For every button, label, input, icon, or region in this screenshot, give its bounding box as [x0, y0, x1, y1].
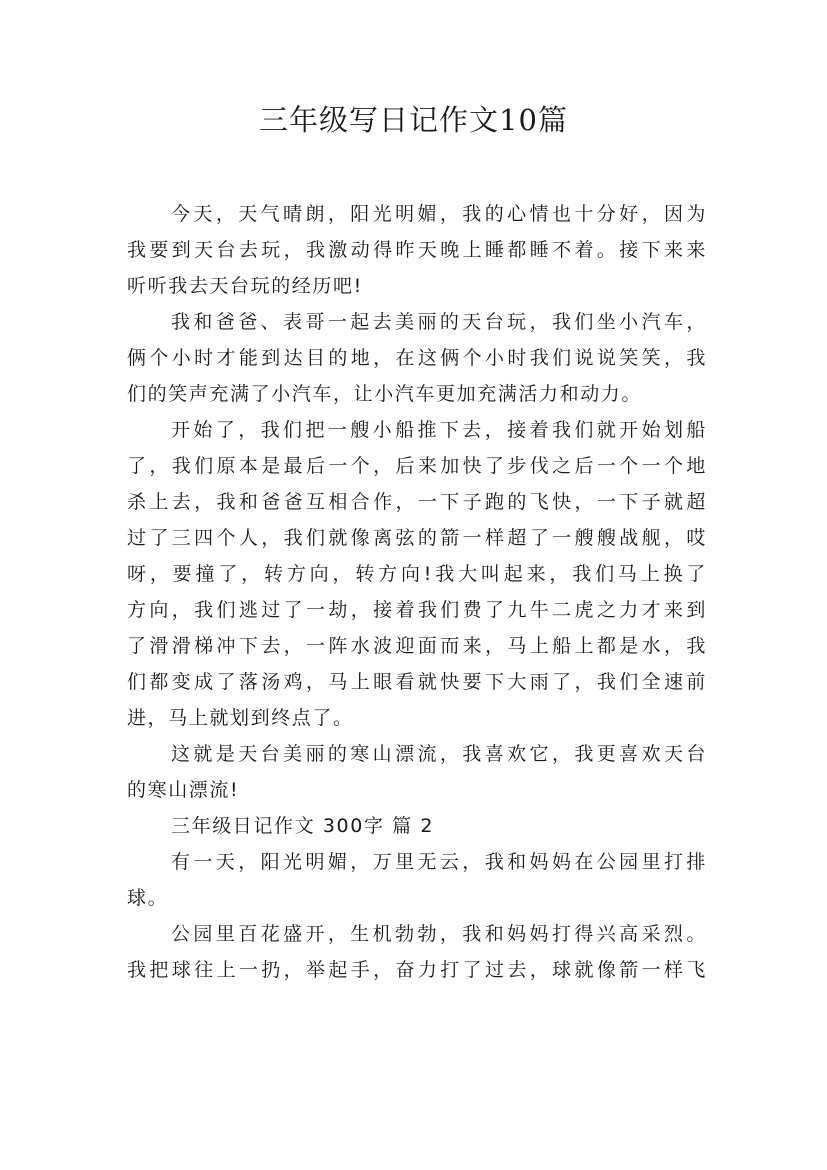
- text-line: 球。: [127, 887, 169, 909]
- text-line: 进，马上就划到终点了。: [127, 707, 354, 729]
- text-line: 过了三四个人，我们就像离弦的箭一样超了一艘艘战舰，哎: [127, 527, 707, 549]
- text-line: 的寒山漂流!: [127, 779, 240, 801]
- text-line: 我要到天台去玩，我激动得昨天晚上睡都睡不着。接下来来: [127, 239, 707, 261]
- text-line: 今天，天气晴朗，阳光明媚，我的心情也十分好，因为: [171, 203, 707, 225]
- text-line: 呀，要撞了，转方向，转方向!我大叫起来，我们马上换了: [127, 563, 707, 585]
- document-title: 三年级写日记作文10篇: [259, 103, 568, 137]
- text-line: 开始了，我们把一艘小船推下去，接着我们就开始划船: [171, 419, 707, 441]
- text-line: 这就是天台美丽的寒山漂流，我喜欢它，我更喜欢天台: [171, 743, 707, 765]
- text-line: 杀上去，我和爸爸互相合作，一下子跑的飞快，一下子就超: [127, 491, 707, 513]
- text-line: 们的笑声充满了小汽车，让小汽车更加充满活力和动力。: [127, 383, 643, 405]
- text-line: 听听我去天台玩的经历吧!: [127, 275, 363, 297]
- document-body: [127, 196, 707, 988]
- text-line: 们都变成了落汤鸡，马上眼看就快要下大雨了，我们全速前: [127, 671, 707, 693]
- text-line: 俩个小时才能到达目的地，在这俩个小时我们说说笑笑，我: [127, 347, 707, 369]
- text-line: 我把球往上一扔，举起手，奋力打了过去，球就像箭一样飞: [127, 959, 707, 981]
- text-line: 了滑滑梯冲下去，一阵水波迎面而来，马上船上都是水，我: [127, 635, 707, 657]
- text-line: 我和爸爸、表哥一起去美丽的天台玩，我们坐小汽车，: [171, 311, 707, 333]
- text-line: 三年级日记作文 300字 篇 2: [171, 815, 435, 837]
- text-line: 方向，我们逃过了一劫，接着我们费了九牛二虎之力才来到: [127, 599, 707, 621]
- text-line: 有一天，阳光明媚，万里无云，我和妈妈在公园里打排: [171, 851, 707, 873]
- text-line: 了，我们原本是最后一个，后来加快了步伐之后一个一个地: [127, 455, 707, 477]
- text-line: 公园里百花盛开，生机勃勃，我和妈妈打得兴高采烈。: [171, 923, 707, 945]
